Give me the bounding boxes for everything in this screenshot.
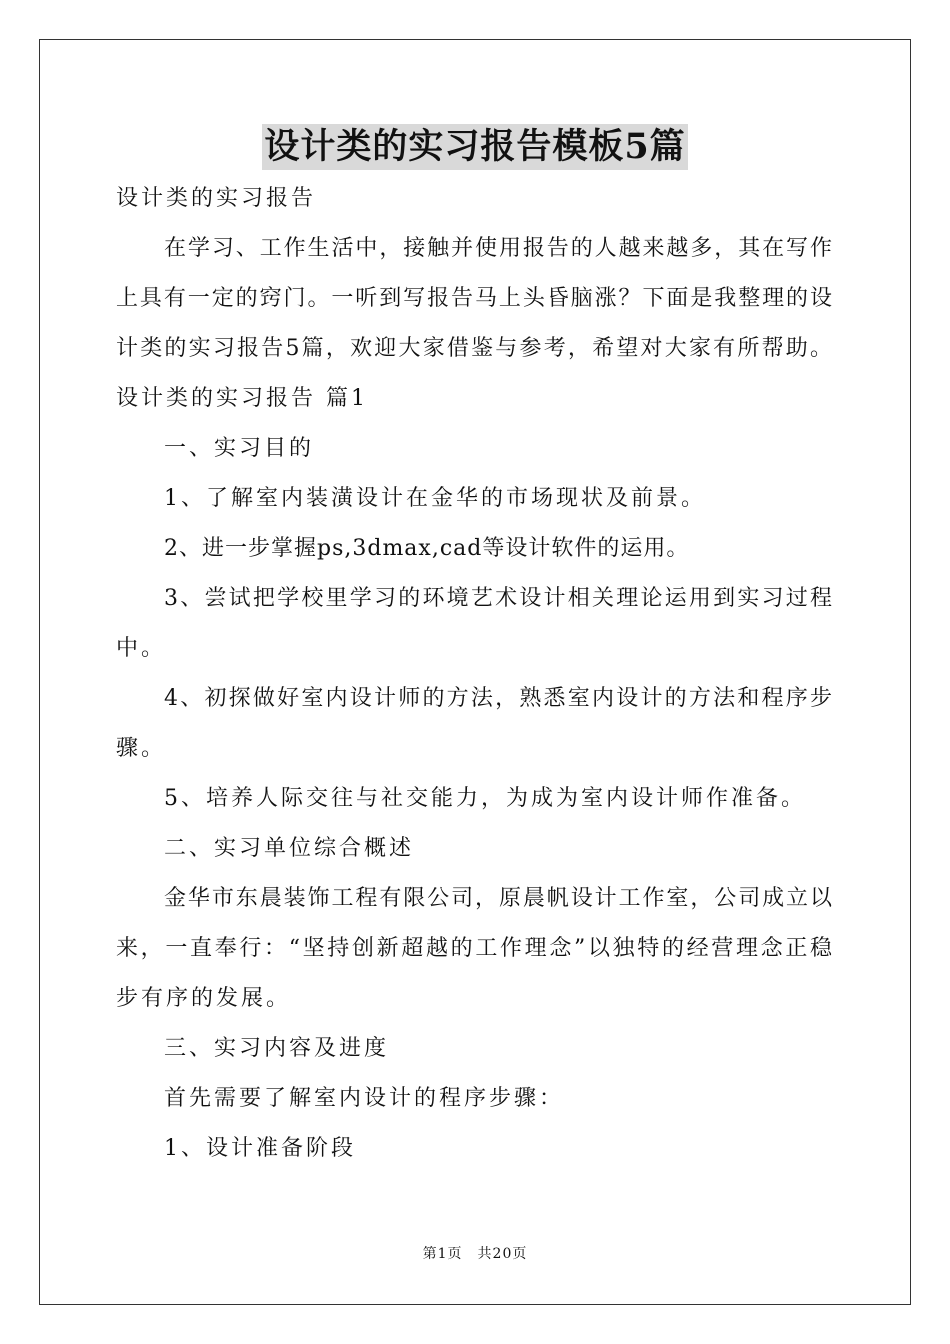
document-title: 设计类的实习报告模板5篇 <box>262 124 687 170</box>
list-item: 1、设计准备阶段 <box>164 1136 356 1161</box>
list-item-continuation: 中。 <box>116 636 167 661</box>
page-border <box>39 39 911 1305</box>
list-item: 3、尝试把学校里学习的环境艺术设计相关理论运用到实习过程 <box>164 586 832 611</box>
paragraph-line: 金华市东晨装饰工程有限公司，原晨帆设计工作室，公司成立以 <box>164 886 832 911</box>
paragraph-line: 来，一直奉行：“坚持创新超越的工作理念”以独特的经营理念正稳 <box>116 936 832 961</box>
list-item: 2、进一步掌握ps,3dmax,cad等设计软件的运用。 <box>164 536 690 561</box>
paragraph-line: 上具有一定的窍门。一听到写报告马上头昏脑涨？下面是我整理的设 <box>116 286 832 311</box>
paragraph-line: 计类的实习报告5篇，欢迎大家借鉴与参考，希望对大家有所帮助。 <box>116 336 832 361</box>
page-footer: 第1页 共20页 <box>422 1246 528 1262</box>
section-heading: 设计类的实习报告 篇1 <box>116 386 368 411</box>
subtitle: 设计类的实习报告 <box>116 186 317 211</box>
paragraph-line: 步有序的发展。 <box>116 986 292 1011</box>
paragraph-line: 首先需要了解室内设计的程序步骤： <box>164 1086 565 1111</box>
paragraph-line: 在学习、工作生活中，接触并使用报告的人越来越多，其在写作 <box>164 236 832 261</box>
list-item: 5、培养人际交往与社交能力，为成为室内设计师作准备。 <box>164 786 806 811</box>
heading: 一、实习目的 <box>164 436 315 461</box>
document-title-wrap <box>0 124 950 170</box>
list-item: 4、初探做好室内设计师的方法，熟悉室内设计的方法和程序步 <box>164 686 832 711</box>
list-item: 1、了解室内装潢设计在金华的市场现状及前景。 <box>164 486 706 511</box>
heading: 三、实习内容及进度 <box>164 1036 390 1061</box>
list-item-continuation: 骤。 <box>116 736 167 761</box>
heading: 二、实习单位综合概述 <box>164 836 415 861</box>
